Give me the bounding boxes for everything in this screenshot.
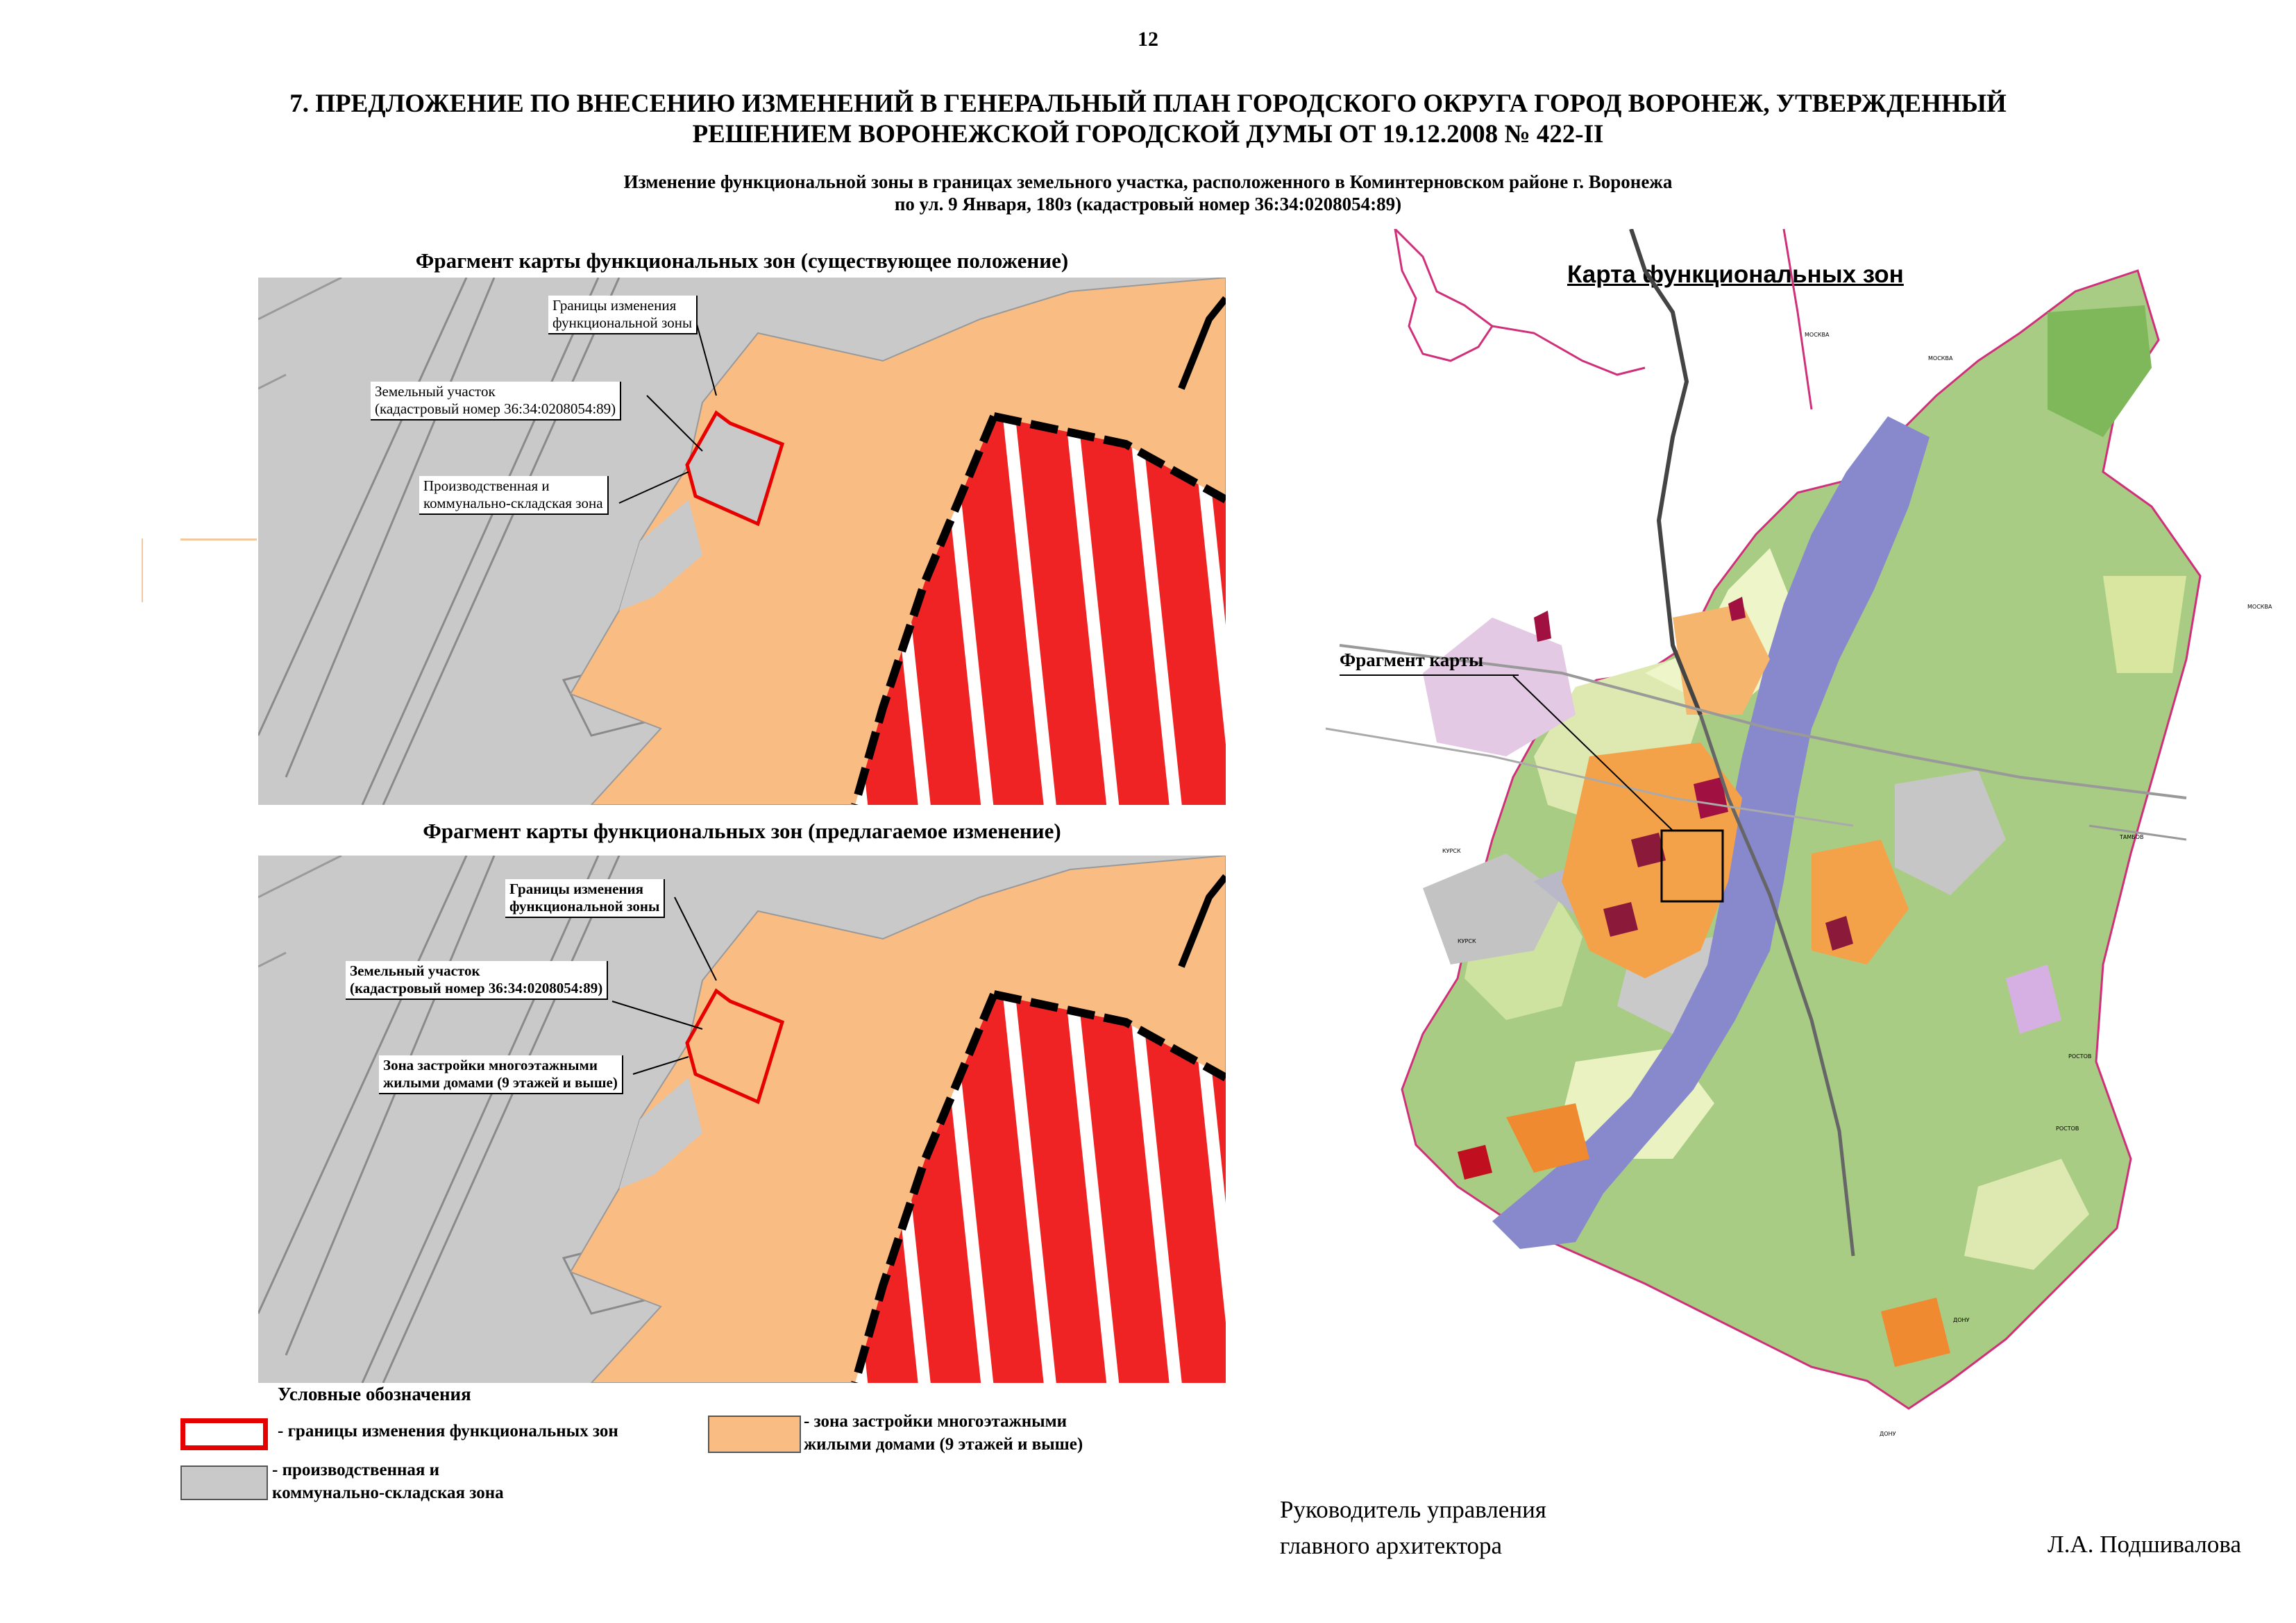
fragment-proposed-title: Фрагмент карты функциональных зон (предлагаемое изменение) — [423, 819, 1061, 843]
legend-label-boundary: - границы изменения функциональных зон — [278, 1422, 618, 1441]
heading-line-2: РЕШЕНИЕМ ВОРОНЕЖСКОЙ ГОРОДСКОЙ ДУМЫ ОТ 19.12.2008 № 422-II — [692, 120, 1604, 148]
fragment-proposed-svg — [258, 856, 1226, 1383]
legend-label-industrial: - производственная и коммунально-складская зона — [272, 1461, 504, 1502]
overview-map-svg — [1284, 229, 2270, 1471]
fragment-proposed-map — [258, 856, 1226, 1383]
callout-zone-existing: Производственная и коммунально-складская зона — [419, 476, 609, 515]
document-heading — [139, 89, 2157, 150]
road-label-donu-1: ДОНУ — [1953, 1317, 1970, 1323]
road-label-kursk-1: КУРСК — [1442, 848, 1461, 854]
fragment-existing-title: Фрагмент карты функциональных зон (существующее положение) — [415, 248, 1069, 273]
overview-map-title: Карта функциональных зон — [1567, 261, 1904, 288]
road-label-moscow-3: МОСКВА — [2247, 604, 2272, 610]
road-label-rostov-2: РОСТОВ — [2056, 1125, 2079, 1132]
margin-mark — [142, 538, 143, 602]
callout-zone-proposed: Зона застройки многоэтажными жилыми домами (9 этажей и выше) — [379, 1055, 623, 1094]
road-label-donu-2: ДОНУ — [1880, 1431, 1896, 1437]
signature-position: Руководитель управления главного архитектора — [1280, 1496, 1546, 1559]
margin-mark-2 — [180, 538, 257, 541]
fragment-map-label-underline — [1340, 674, 1519, 676]
overview-map — [1284, 229, 2270, 1471]
fragment-map-label: Фрагмент карты — [1340, 649, 1484, 670]
signature-name: Л.А. Подшивалова — [2048, 1531, 2241, 1558]
legend-swatch-industrial — [180, 1465, 268, 1500]
road-label-kursk-2: КУРСК — [1458, 938, 1476, 944]
page-number: 12 — [1138, 28, 1158, 51]
callout-parcel-proposed: Земельный участок (кадастровый номер 36:34:0208054:89) — [346, 961, 608, 1000]
fragment-existing-map — [258, 278, 1226, 805]
callout-boundary-existing: Границы изменения функциональной зоны — [548, 296, 698, 334]
heading-line-1: 7. ПРЕДЛОЖЕНИЕ ПО ВНЕСЕНИЮ ИЗМЕНЕНИЙ В ГЕНЕРАЛЬНЫЙ ПЛАН ГОРОДСКОГО ОКРУГА ГОРОД ВОРОНЕЖ, УТВЕРЖДЕННЫЙ — [289, 90, 2007, 118]
road-label-tambov: ТАМБОВ — [2120, 834, 2144, 840]
document-subheading — [278, 171, 2018, 215]
road-label-moscow-1: МОСКВА — [1805, 332, 1830, 338]
callout-parcel-existing: Земельный участок (кадастровый номер 36:34:0208054:89) — [371, 382, 621, 420]
legend-title: Условные обозначения — [278, 1384, 471, 1404]
callout-boundary-proposed: Границы изменения функциональной зоны — [505, 879, 665, 918]
subheading-line-2: по ул. 9 Января, 180з (кадастровый номер 36:34:0208054:89) — [894, 194, 1402, 214]
legend-swatch-residential — [708, 1416, 801, 1453]
road-label-moscow-2: МОСКВА — [1928, 355, 1953, 362]
road-label-rostov-1: РОСТОВ — [2068, 1053, 2092, 1060]
legend-swatch-boundary — [180, 1418, 268, 1450]
fragment-existing-svg — [258, 278, 1226, 805]
subheading-line-1: Изменение функциональной зоны в границах земельного участка, расположенного в Коминтерновском районе г. Воронежа — [623, 171, 1673, 192]
legend-label-residential: - зона застройки многоэтажными жилыми домами (9 этажей и выше) — [804, 1412, 1083, 1454]
